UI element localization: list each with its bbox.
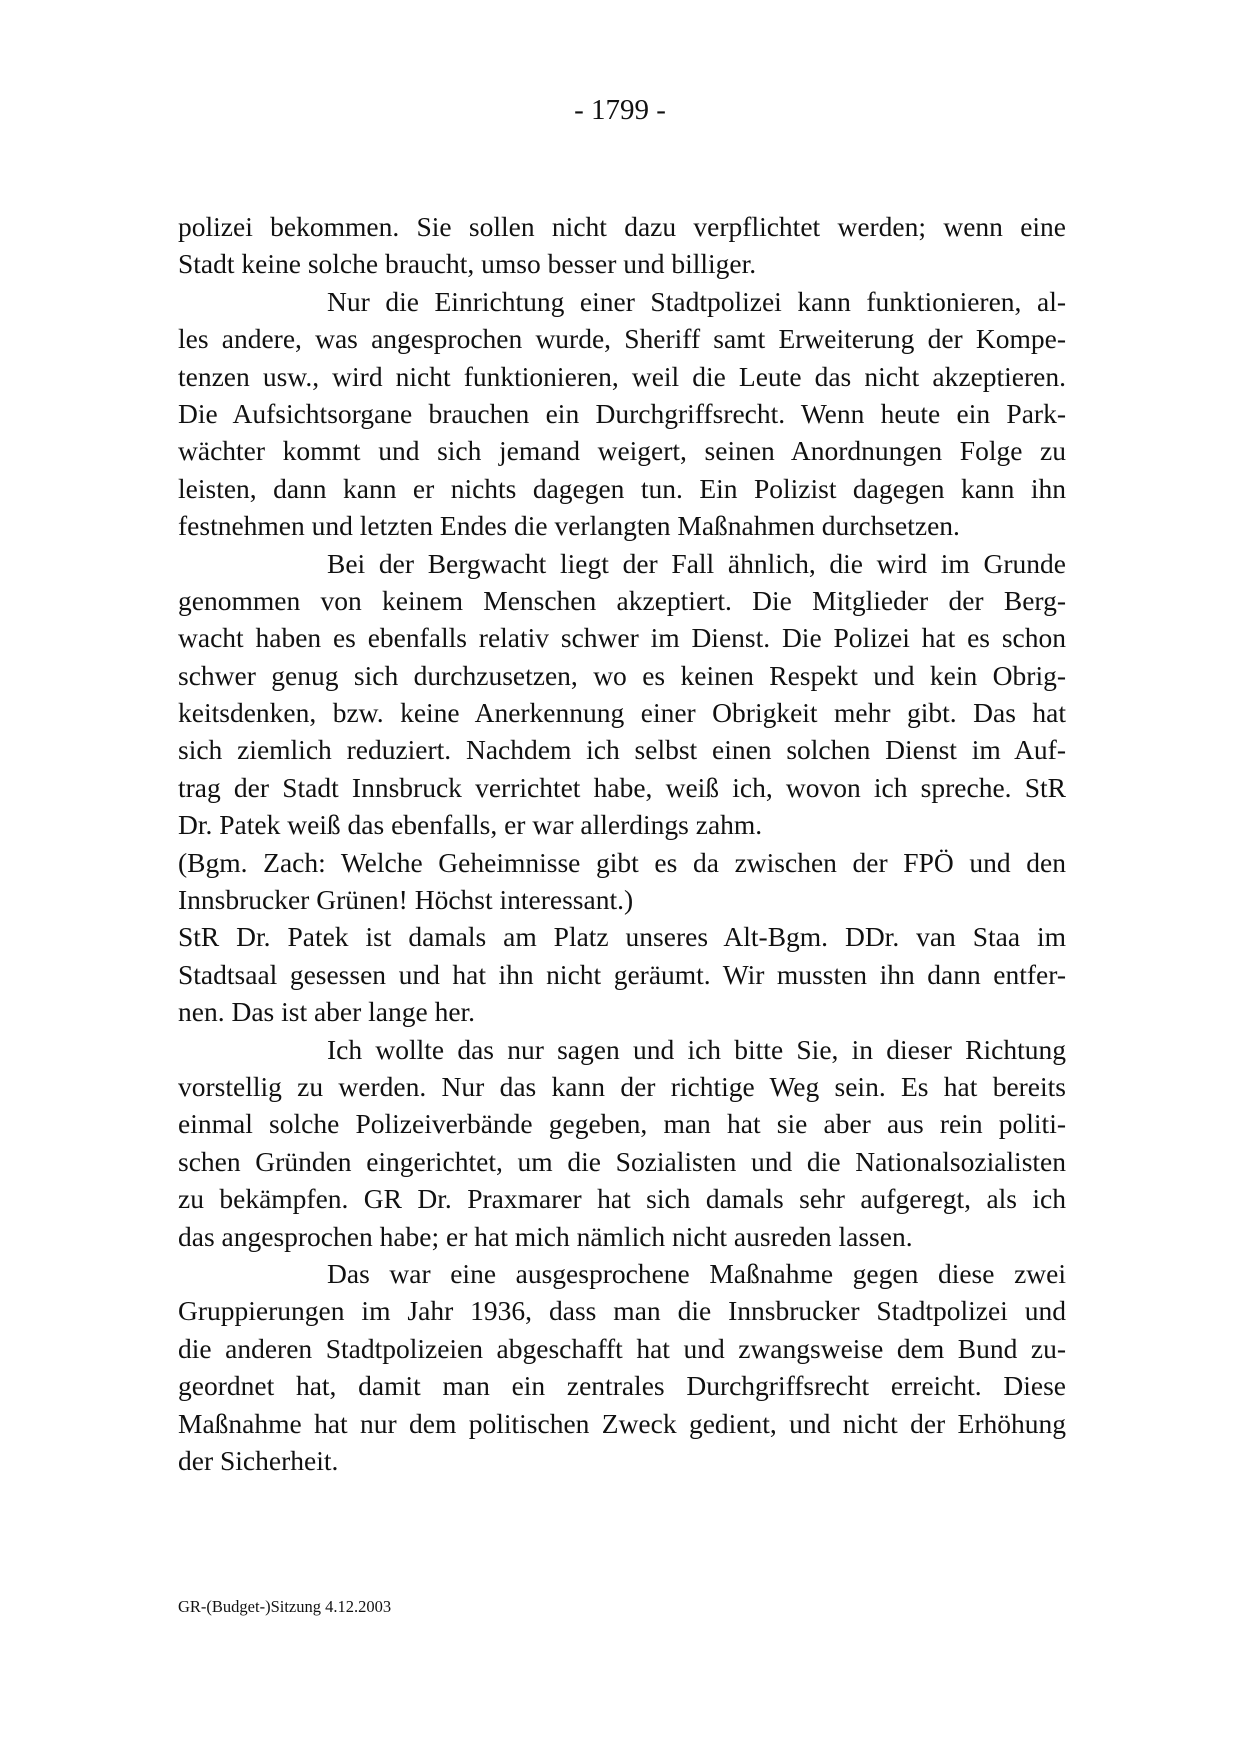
text-line: (Bgm. Zach: Welche Geheimnisse gibt es da zwischen der FPÖ und den [178, 846, 1066, 878]
text-line: les andere, was angesprochen wurde, Sheriff samt Erweiterung der Kompe- [178, 323, 1066, 355]
text-line: der Sicherheit. [178, 1444, 339, 1476]
text-line: Maßnahme hat nur dem politischen Zweck gedient, und nicht der Erhöhung [178, 1407, 1066, 1439]
text-line: Nur die Einrichtung einer Stadtpolizei kann funktionieren, al- [327, 285, 1066, 317]
text-line: tenzen usw., wird nicht funktionieren, weil die Leute das nicht akzeptieren. [178, 360, 1066, 392]
text-line: die anderen Stadtpolizeien abgeschafft hat und zwangsweise dem Bund zu- [178, 1332, 1066, 1364]
text-line: keitsdenken, bzw. keine Anerkennung einer Obrigkeit mehr gibt. Das hat [178, 697, 1066, 729]
text-line: vorstellig zu werden. Nur das kann der richtige Weg sein. Es hat bereits [178, 1070, 1066, 1102]
text-line: einmal solche Polizeiverbände gegeben, man hat sie aber aus rein politi- [178, 1108, 1066, 1140]
text-line: Innsbrucker Grünen! Höchst interessant.) [178, 884, 634, 916]
text-line: Ich wollte das nur sagen und ich bitte Sie, in dieser Richtung [327, 1033, 1066, 1065]
text-line: StR Dr. Patek ist damals am Platz unseres Alt-Bgm. DDr. van Staa im [178, 921, 1066, 953]
text-line: Stadt keine solche braucht, umso besser und billiger. [178, 248, 757, 280]
body-text [178, 208, 1066, 1479]
text-line: wacht haben es ebenfalls relativ schwer im Dienst. Die Polizei hat es schon [178, 622, 1066, 654]
text-line: genommen von keinem Menschen akzeptiert. Die Mitglieder der Berg- [178, 584, 1066, 616]
text-line: trag der Stadt Innsbruck verrichtet habe, weiß ich, wovon ich spreche. StR [178, 771, 1066, 803]
text-line: nen. Das ist aber lange her. [178, 996, 476, 1028]
text-line: Bei der Bergwacht liegt der Fall ähnlich, die wird im Grunde [327, 547, 1066, 579]
text-line: das angesprochen habe; er hat mich nämlich nicht ausreden lassen. [178, 1220, 913, 1252]
text-line: sich ziemlich reduziert. Nachdem ich selbst einen solchen Dienst im Auf- [178, 734, 1066, 766]
page-number: - 1799 - [574, 94, 666, 126]
text-line: geordnet hat, damit man ein zentrales Durchgriffsrecht erreicht. Diese [178, 1370, 1066, 1402]
text-line: Stadtsaal gesessen und hat ihn nicht geräumt. Wir mussten ihn dann entfer- [178, 958, 1066, 990]
page-footer: GR-(Budget-)Sitzung 4.12.2003 [178, 1597, 392, 1616]
text-line: Dr. Patek weiß das ebenfalls, er war allerdings zahm. [178, 809, 763, 841]
text-line: wächter kommt und sich jemand weigert, seinen Anordnungen Folge zu [178, 435, 1066, 467]
text-line: schen Gründen eingerichtet, um die Sozialisten und die Nationalsozialisten [178, 1145, 1066, 1177]
text-line: Die Aufsichtsorgane brauchen ein Durchgriffsrecht. Wenn heute ein Park- [178, 397, 1066, 429]
text-line: polizei bekommen. Sie sollen nicht dazu verpflichtet werden; wenn eine [178, 211, 1066, 242]
text-line: festnehmen und letzten Endes die verlangten Maßnahmen durchsetzen. [178, 510, 960, 542]
text-line: leisten, dann kann er nichts dagegen tun. Ein Polizist dagegen kann ihn [178, 472, 1066, 504]
text-line: schwer genug sich durchzusetzen, wo es keinen Respekt und kein Obrig- [178, 659, 1066, 691]
text-line: Das war eine ausgesprochene Maßnahme gegen diese zwei [327, 1257, 1066, 1289]
text-line: zu bekämpfen. GR Dr. Praxmarer hat sich damals sehr aufgeregt, als ich [178, 1183, 1066, 1215]
text-line: Gruppierungen im Jahr 1936, dass man die Innsbrucker Stadtpolizei und [178, 1295, 1066, 1327]
